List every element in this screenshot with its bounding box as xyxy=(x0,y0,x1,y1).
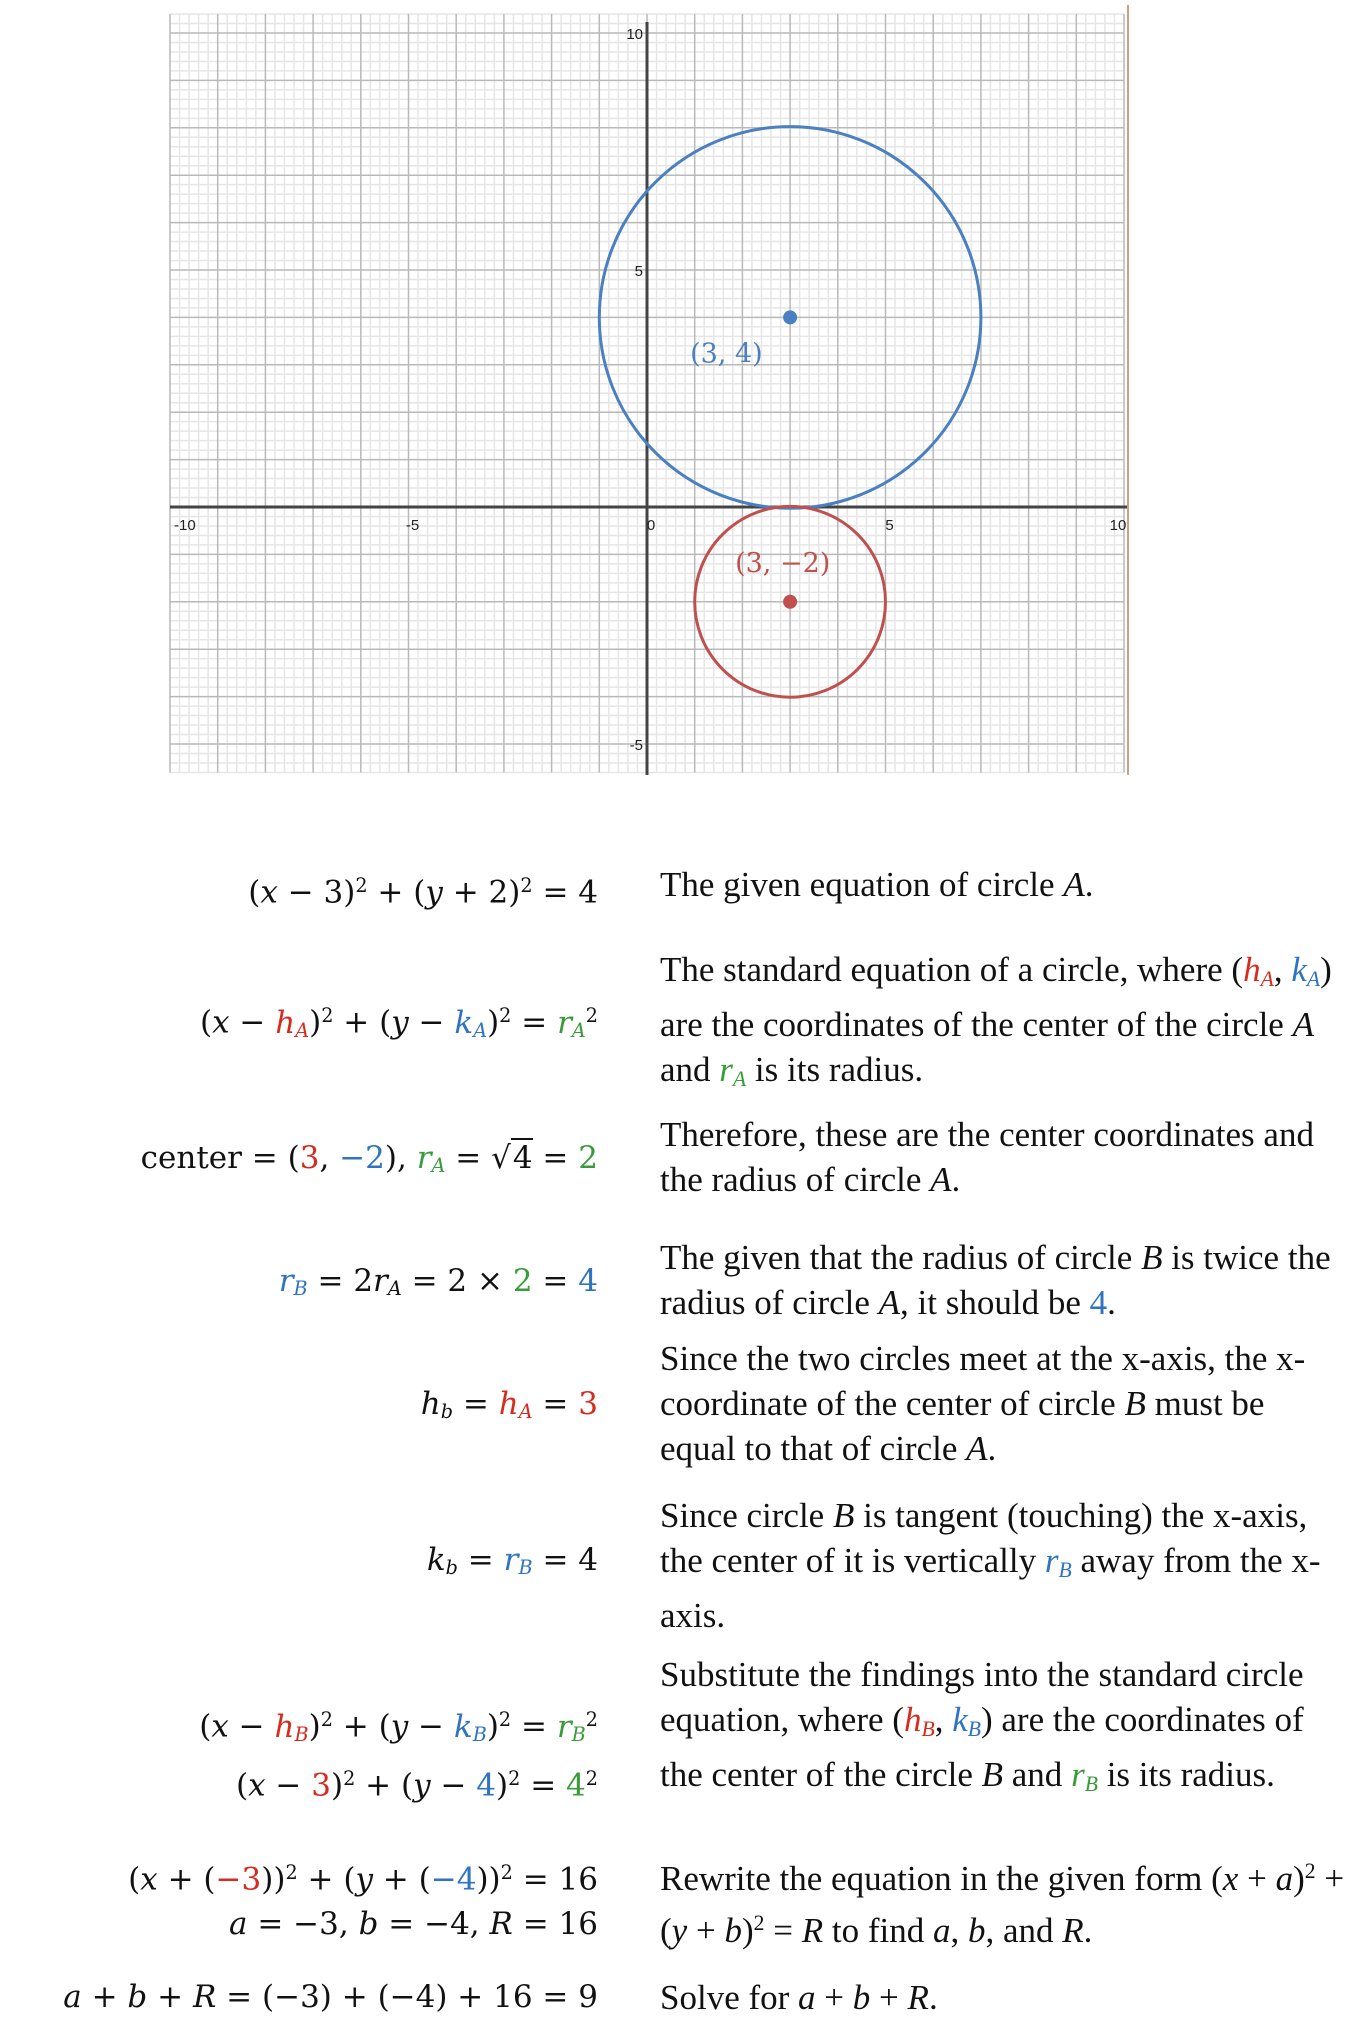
circle-b-center-label: (3, −2) xyxy=(735,547,831,579)
step-1-equation: $(x - 3)^2 + (y + 2)^2 = 4$ xyxy=(248,874,598,911)
step-3-description: Therefore, these are the center coordinates and the radius of circle A. xyxy=(660,1115,1314,1199)
step-4-description: The given that the radius of circle B is twice the radius of circle A, it should be 4. xyxy=(660,1238,1331,1322)
y-tick-labels xyxy=(626,26,643,754)
step-2-description: The standard equation of a circle, where (hA, kA) are the coordinates of the center of the circle A and rA is its radius. xyxy=(660,950,1332,1091)
circle-a-center-point xyxy=(783,310,797,324)
step-6-description: Since circle B is tangent (touching) the x-axis, the center of it is vertically rB away from the x-axis. xyxy=(660,1496,1321,1635)
coordinate-graph xyxy=(0,0,1350,790)
y-tick-label: -5 xyxy=(629,737,643,754)
step-7-equation: $(x - hB)^2 + (y - kB)^2 = rB^2$ $(x - 3)^2 + (y - 4)^2 = 4^2$ xyxy=(199,1708,598,1804)
step-7-description: Substitute the findings into the standard circle equation, where (hB, kB) are the coordinates of the center of the circle B and rB is its radius. xyxy=(660,1655,1304,1796)
step-4-equation: rB = 2rA = 2 × 2 = 4 xyxy=(278,1263,598,1301)
step-5-equation: hb = hA = 3 xyxy=(420,1386,598,1424)
circle-b-center-point xyxy=(783,595,797,609)
step-8-equation: $(x + (-3))^2 + (y + (-4))^2 = 16$ a = −3, b = −4, R = 16 xyxy=(128,1861,598,1942)
x-tick-label: 5 xyxy=(885,517,894,534)
step-2-equation: $(x - hA)^2 + (y - kA)^2 = rA^2$ xyxy=(199,1004,598,1042)
step-9-description: Solve for a + b + R. xyxy=(660,1978,938,2017)
step-9-equation: a + b + R = (−3) + (−4) + 16 = 9 xyxy=(63,1979,598,2015)
x-tick-label: 0 xyxy=(646,517,656,534)
step-1-description: The given equation of circle A. xyxy=(660,865,1094,904)
step-3-equation: center = (3, −2), rA = √4 = 2 xyxy=(140,1140,598,1178)
x-tick-label: 10 xyxy=(1109,517,1127,534)
step-8-description: Rewrite the equation in the given form $(x + a)^2 + (y + b)^2 = R$ to find a, b, and R. xyxy=(660,1858,1345,1950)
circle-a-center-label: (3, 4) xyxy=(690,338,763,370)
step-6-equation: kb = rB = 4 xyxy=(426,1542,598,1580)
x-tick-label: -10 xyxy=(174,517,196,534)
step-5-description: Since the two circles meet at the x-axis, the x-coordinate of the center of circle B must be equal to that of circle A. xyxy=(660,1339,1306,1468)
y-tick-label: 10 xyxy=(626,26,643,43)
x-tick-label: -5 xyxy=(405,517,420,534)
y-tick-label: 5 xyxy=(634,263,643,280)
